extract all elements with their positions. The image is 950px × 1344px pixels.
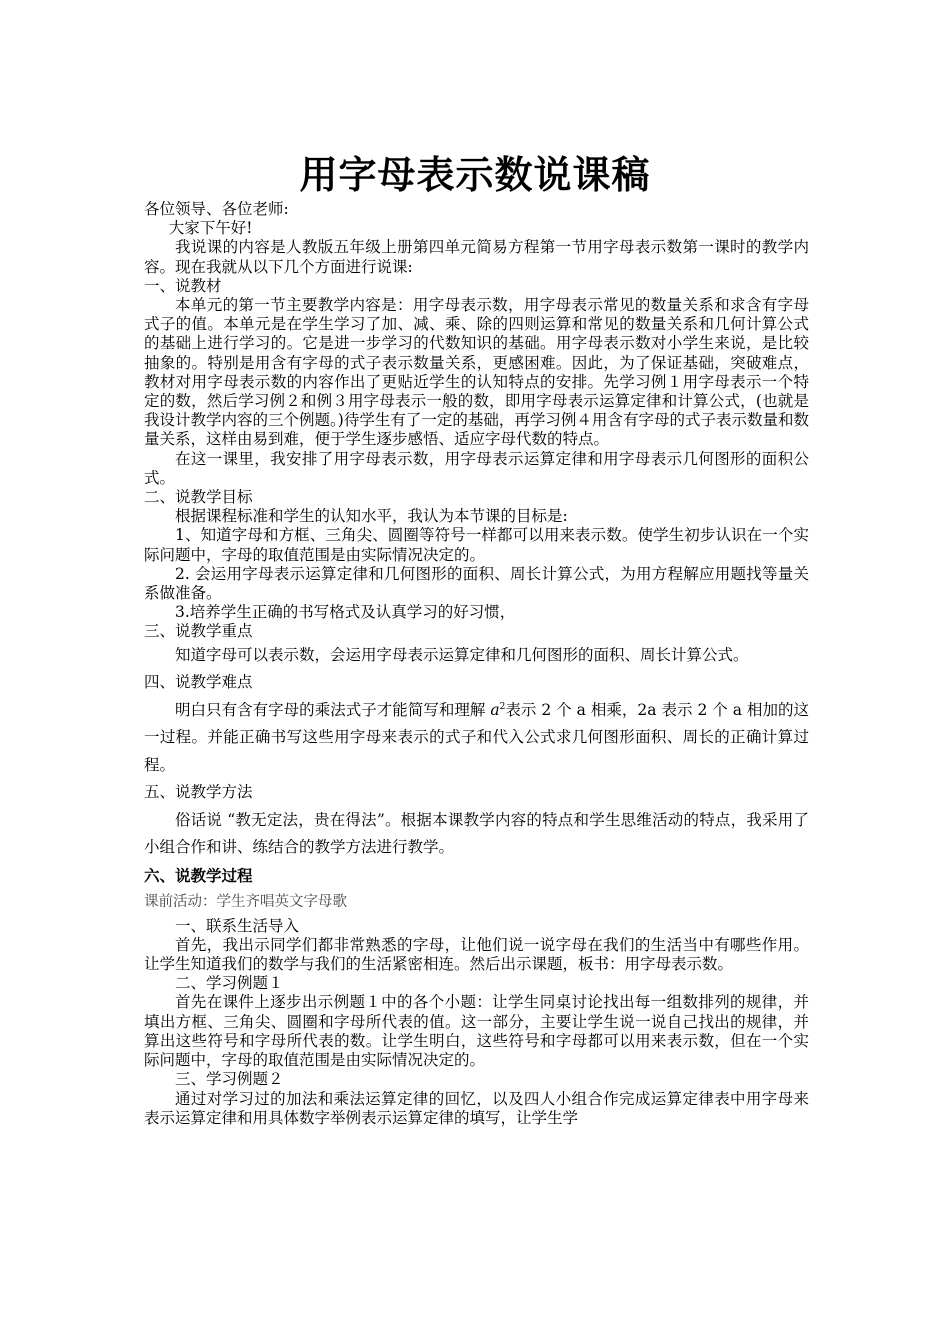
section-heading: 二、说教学目标	[144, 488, 253, 507]
greeting-line: 各位领导、各位老师:	[144, 200, 289, 218]
paragraph: 俗话说 “教无定法，贵在得法”。根据本课教学内容的特点和学生思维活动的特点，我采用了小组合作和讲、练结合的教学方法进行教学。	[144, 810, 809, 857]
document-title: 用字母表示数说课稿	[299, 152, 651, 197]
paragraph: 知道字母可以表示数，会运用字母表示运算定律和几何图形的面积、周长计算公式。	[175, 645, 749, 664]
variable-a: a	[490, 700, 500, 719]
paragraph: 2. 会运用字母表示运算定律和几何图形的面积、周长计算公式，为用方程解应用题找等量关系做准备。	[144, 564, 809, 603]
paragraph: 通过对学习过的加法和乘法运算定律的回忆，以及四人小组合作完成运算定律表中用字母来表示运算定律和用具体数字举例表示运算定律的填写，让学生学	[144, 1089, 809, 1127]
paragraph: 3.培养学生正确的书写格式及认真学习的好习惯，	[175, 603, 516, 622]
paragraph: 本单元的第一节主要教学内容是：用字母表示数，用字母表示常见的数量关系和求含有字母式子的值。本单元是在学生学习了加、减、乘、除的四则运算和常见的数量关系和几何计算公式的基础上进行学习的。它是进一步学习的代数知识的基础。用字母表示数对小学生来说，是比较抽象的。特别是用含有字母的式子表示数量关系，更感困难。因此，为了保证基础，突破难点，教材对用字母表示数的内容作出了更贴近学生的认知特点的安排。先学习例１用字母表示一个特定的数，然后学习例２和例３用字母表示一般的数，即用字母表示运算定律和计算公式，(也就是我设计教学内容的三个例题。)待学生有了一定的基础，再学习例４用含有字母的式子表示数量和数量关系，这样由易到难，便于学生逐步感悟、适应字母代数的特点。	[144, 296, 809, 449]
paragraph: 1、知道字母和方框、三角尖、圆圈等符号一样都可以用来表示数。使学生初步认识在一个实际问题中，字母的取值范围是由实际情况决定的。	[144, 526, 809, 564]
text-run: 表示 2 个 a 相乘，2a 表示 2 个 a 相加的这一过程。并能正确书写这些用字母来表示的式子和代入公式求几何图形面积、周长的正确计算过程。	[144, 700, 809, 774]
subsection-heading: 三、学习例题２	[175, 1070, 284, 1089]
subsection-heading: 一、联系生活导入	[175, 916, 300, 935]
paragraph: 根据课程标准和学生的认知水平，我认为本节课的目标是:	[175, 507, 568, 526]
document-body	[144, 200, 809, 1128]
exponent: 2	[499, 701, 506, 712]
subsection-heading: 二、学习例题１	[175, 974, 284, 993]
paragraph: 在这一课里，我安排了用字母表示数，用字母表示运算定律和用字母表示几何图形的面积公式。	[144, 449, 809, 487]
section-heading: 六、说教学过程	[144, 865, 253, 885]
text-run: 明白只有含有字母的乘法式子才能简写和理解	[175, 700, 491, 719]
paragraph: 首先，我出示同学们都非常熟悉的字母，让他们说一说字母在我们的生活当中有哪些作用。让学生知道我们的数学与我们的生活紧密相连。然后出示课题，板书：用字母表示数。	[144, 935, 809, 974]
greeting-line: 大家下午好!	[168, 219, 253, 238]
section-heading: 一、说教材	[144, 276, 222, 295]
section-heading: 四、说教学难点	[144, 673, 253, 692]
pre-class-activity: 课前活动：学生齐唱英文字母歌	[144, 894, 347, 911]
section-heading: 五、说教学方法	[144, 783, 253, 802]
paragraph: 首先在课件上逐步出示例题１中的各个小题：让学生同桌讨论找出每一组数排列的规律，并填出方框、三角尖、圆圈和字母所代表的值。这一部分，主要让学生说一说自己找出的规律，并算出这些符号和字母所代表的数。让学生明白，这些符号和字母都可以用来表示数，但在一个实际问题中，字母的取值范围是由实际情况决定的。	[144, 993, 809, 1070]
intro-paragraph: 我说课的内容是人教版五年级上册第四单元简易方程第一节用字母表示数第一课时的教学内容。现在我就从以下几个方面进行说课:	[144, 238, 809, 276]
section-heading: 三、说教学重点	[144, 622, 253, 641]
paragraph	[144, 697, 809, 780]
